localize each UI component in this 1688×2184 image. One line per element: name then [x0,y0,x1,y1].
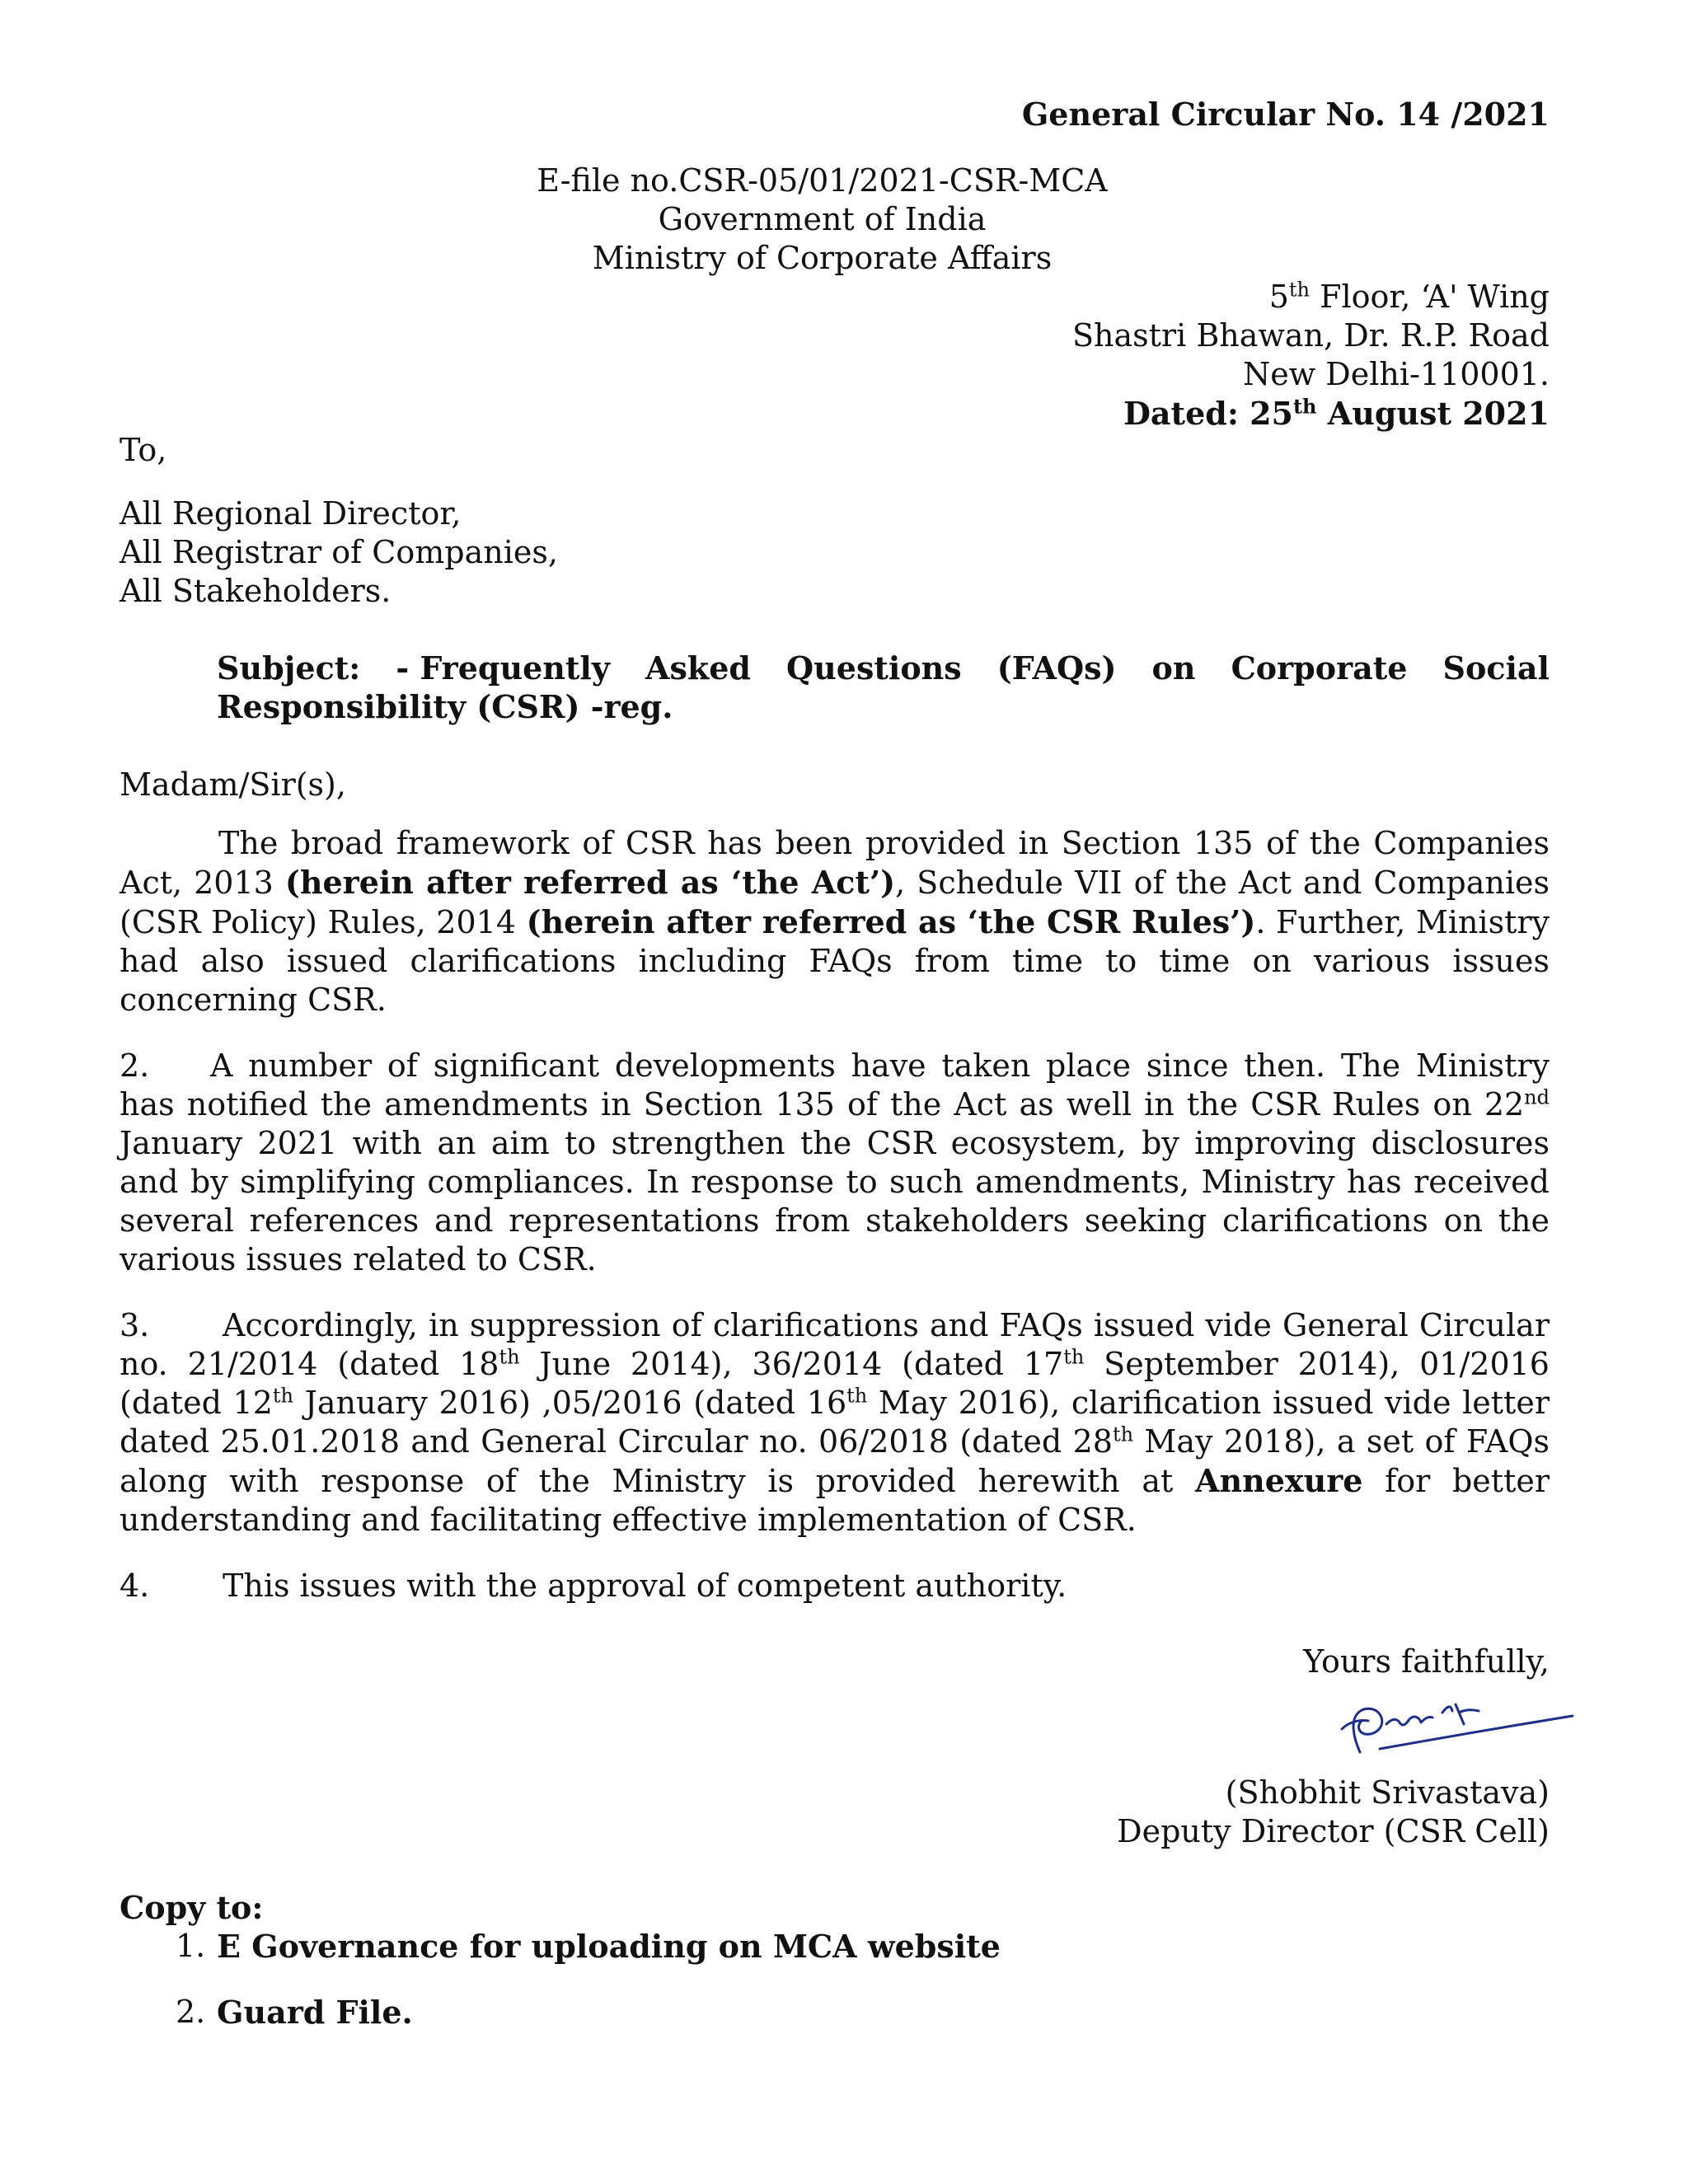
signatory [120,1774,1550,1851]
circular-page [120,95,1550,2032]
signatory-designation: Deputy Director (CSR Cell) [1117,1813,1550,1849]
circular-number: General Circular No. 14 /2021 [1021,96,1550,133]
signature-icon [1311,1688,1582,1770]
address-line-2: Shastri Bhawan, Dr. R.P. Road [1072,317,1550,354]
signature-area [120,1681,1550,1774]
dated-line: Dated: 25th August 2021 [1123,394,1550,432]
address-block [120,278,1550,433]
recipient-3: All Stakeholders. [120,573,392,609]
paragraph-4: 4. This issues with the approval of competent authority. [120,1568,1067,1604]
ministry-name: Ministry of Corporate Affairs [592,240,1053,276]
paragraph-2: 2. A number of significant developments have taken place since then. The Ministry has notified the amendments in Section 135 of the Act as well in the CSR Rules on 22nd January 2021 with an aim to strengthen the CSR ecosystem, by improving disclosures and by simplifying compliances. In response to such amendments, Ministry has received several references and representations from stakeholders seeking clarifications on the various issues related to CSR. [120,1047,1550,1277]
recipients [120,494,1550,611]
copy-to-label: Copy to: [120,1889,264,1926]
subject: Subject: - Frequently Asked Questions (FAQs) on Corporate Social Responsibility (CSR) -reg. [217,649,1550,725]
paragraph-3: 3. Accordingly, in suppression of clarifications and FAQs issued vide General Circular no. 21/2014 (dated 18th June 2014), 36/2014 (dated 17th September 2014), 01/2016 (dated 12th January 2016) ,05/2016 (dated 16th May 2016), clarification issued vide letter dated 25.01.2018 and General Circular no. 06/2018 (dated 28th May 2018), a set of FAQs along with response of the Ministry is provided herewith at Annexure for better understanding and facilitating effective implementation of CSR. [120,1307,1550,1538]
government-name: Government of India [658,201,987,237]
salutation: Madam/Sir(s), [120,766,346,803]
closing: Yours faithfully, [1303,1643,1550,1680]
recipient-1: All Regional Director, [120,495,462,532]
copy-to-list [120,1927,1550,2032]
list-item: 1. E Governance for uploading on MCA website [176,1928,1001,1965]
to-line: To, [120,432,167,468]
address-line-1: 5th Floor, ‘A' Wing [1268,278,1550,315]
signatory-name: (Shobhit Srivastava) [1225,1774,1550,1811]
paragraph-1: The broad framework of CSR has been provided in Section 135 of the Companies Act, 2013 (herein after referred as ‘the Act’), Schedule VII of the Act and Companies (CSR Policy) Rules, 2014 (herein after referred as ‘the CSR Rules’). Further, Ministry had also issued clarifications including FAQs from time to time on various issues concerning CSR. [120,825,1550,1018]
list-item: 2. Guard File. [176,1994,413,2031]
letter-header [95,162,1550,278]
efile-number: E-file no.CSR-05/01/2021-CSR-MCA [537,162,1108,199]
recipient-2: All Registrar of Companies, [120,534,558,570]
subject-line-2: Responsibility (CSR) -reg. [217,688,673,725]
address-line-3: New Delhi-110001. [1242,356,1550,392]
subject-label: Subject: [217,649,361,687]
